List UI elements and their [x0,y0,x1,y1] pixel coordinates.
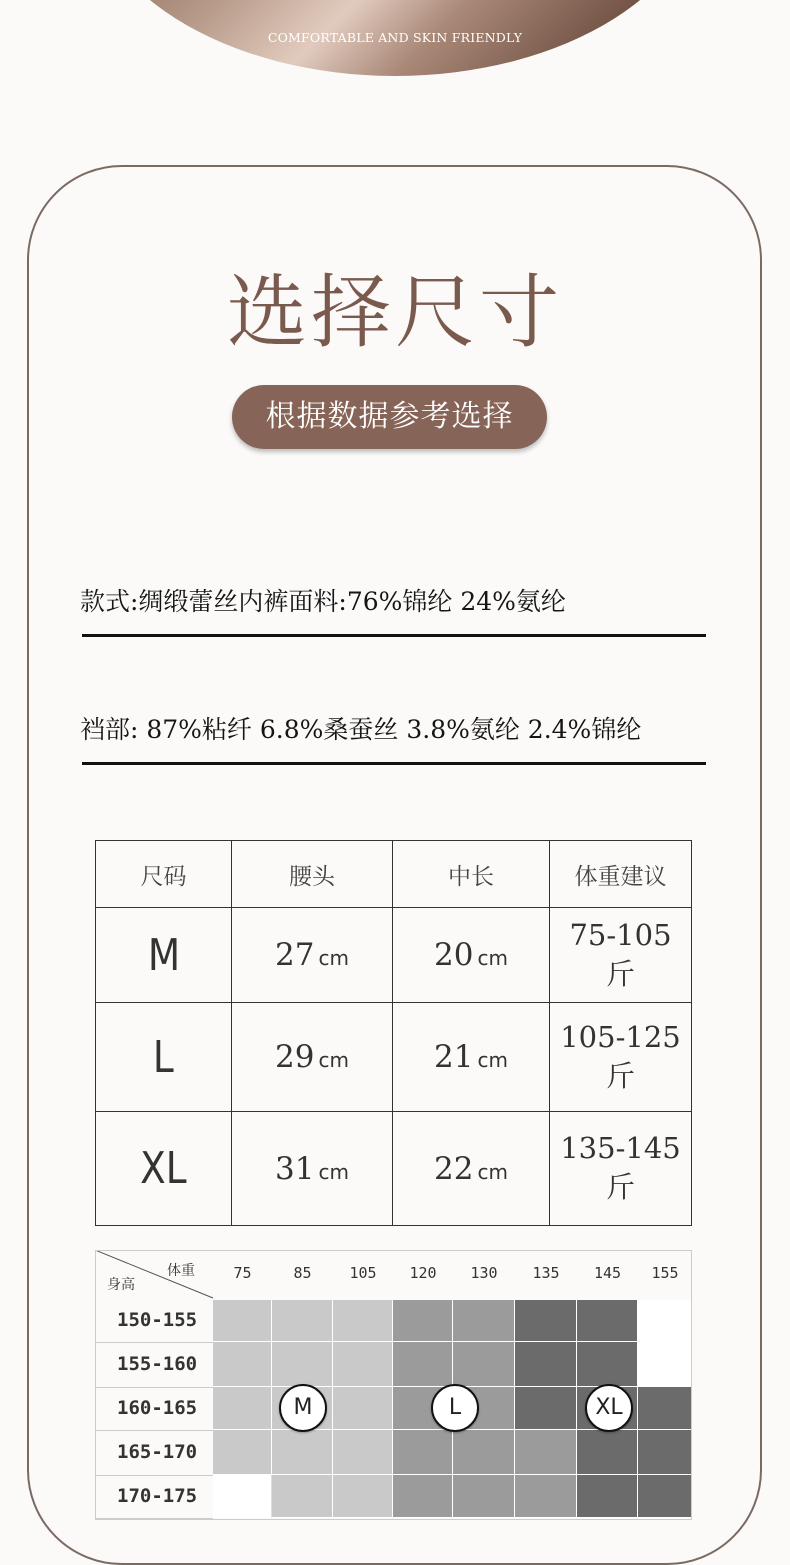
fit-cell [213,1387,272,1430]
table-row [96,1003,692,1112]
size-marker-l: L [431,1384,479,1432]
header-size: 尺码 [96,841,232,908]
page-title: 选择尺寸 [227,266,563,359]
fit-cell [333,1475,393,1518]
size-cell: L [96,1003,232,1112]
corner-weight-label: 体重 [167,1263,195,1279]
fit-chart [95,1250,692,1520]
fit-cell [393,1300,453,1342]
header-length: 中长 [393,841,550,908]
fit-cell [453,1430,515,1475]
fit-cell [638,1430,692,1475]
divider [82,762,706,765]
fit-cell [515,1300,577,1342]
length-cell: 21 cm [393,1003,550,1112]
fit-cell [638,1342,692,1387]
fit-cell [333,1387,393,1430]
weight-header: 85 [293,1264,312,1282]
banner-text: COMFORTABLE AND SKIN FRIENDLY [267,30,523,45]
waist-cell: 29 cm [232,1003,393,1112]
table-row [96,1112,692,1226]
weight-header: 145 [593,1264,622,1282]
fit-cell [333,1342,393,1387]
height-label: 155-160 [117,1352,198,1375]
fit-cell [213,1430,272,1475]
weight-header: 155 [651,1264,679,1282]
table-row [96,908,692,1003]
height-label: 170-175 [117,1484,198,1507]
fit-cell [638,1387,692,1430]
fit-cell [213,1342,272,1387]
spec-crotch: 裆部: 87%粘纤 6.8%桑蚕丝 3.8%氨纶 2.4%锦纶 [80,715,642,744]
row-line [95,1518,213,1519]
table-header-row [96,841,692,908]
row-line [95,1475,213,1476]
fit-cell [213,1475,272,1518]
fit-cell [213,1300,272,1342]
weight-cell: 135-145斤 [550,1112,692,1226]
fit-cell [577,1342,638,1387]
height-label: 160-165 [117,1396,198,1419]
row-line [95,1387,213,1388]
weight-header: 120 [409,1264,437,1282]
fit-cell [577,1300,638,1342]
weight-cell: 105-125斤 [550,1003,692,1112]
size-marker-m: M [279,1384,327,1432]
height-label: 165-170 [117,1440,198,1463]
subtitle-badge: 根据数据参考选择 [232,385,547,449]
divider [82,634,706,637]
fit-cell [272,1300,333,1342]
fit-cell [333,1300,393,1342]
fit-cell [333,1430,393,1475]
fit-cell [272,1475,333,1518]
fit-cell [515,1430,577,1475]
weight-cell: 75-105 斤 [550,908,692,1003]
fit-cell [393,1342,453,1387]
weight-header: 135 [532,1264,560,1282]
fit-cell [638,1300,692,1342]
spec-fabric: 款式:绸缎蕾丝内裤面料:76%锦纶 24%氨纶 [80,587,566,616]
size-cell: XL [96,1112,232,1226]
length-cell: 20 cm [393,908,550,1003]
size-cell: M [96,908,232,1003]
corner-height-label: 身高 [107,1277,135,1293]
fit-cell [577,1430,638,1475]
weight-header: 130 [470,1264,498,1282]
waist-cell: 31 cm [232,1112,393,1226]
fit-cell [453,1300,515,1342]
row-line [95,1430,213,1431]
fit-cell [393,1475,453,1518]
header-waist: 腰头 [232,841,393,908]
size-table [95,840,692,1226]
row-line [95,1342,213,1343]
length-cell: 22 cm [393,1112,550,1226]
fit-cell [272,1342,333,1387]
height-label: 150-155 [117,1309,198,1331]
fit-cell [577,1475,638,1518]
header-weight: 体重建议 [550,841,692,908]
size-marker-xl: XL [585,1384,633,1432]
waist-cell: 27 cm [232,908,393,1003]
fit-cell [515,1342,577,1387]
fit-cell [393,1430,453,1475]
fit-cell [515,1475,577,1518]
fit-cell [453,1475,515,1518]
fit-cell [638,1475,692,1518]
weight-header: 105 [349,1264,377,1282]
fit-cell [272,1430,333,1475]
weight-header: 75 [233,1264,252,1282]
fit-cell [453,1342,515,1387]
fit-cell [515,1387,577,1430]
